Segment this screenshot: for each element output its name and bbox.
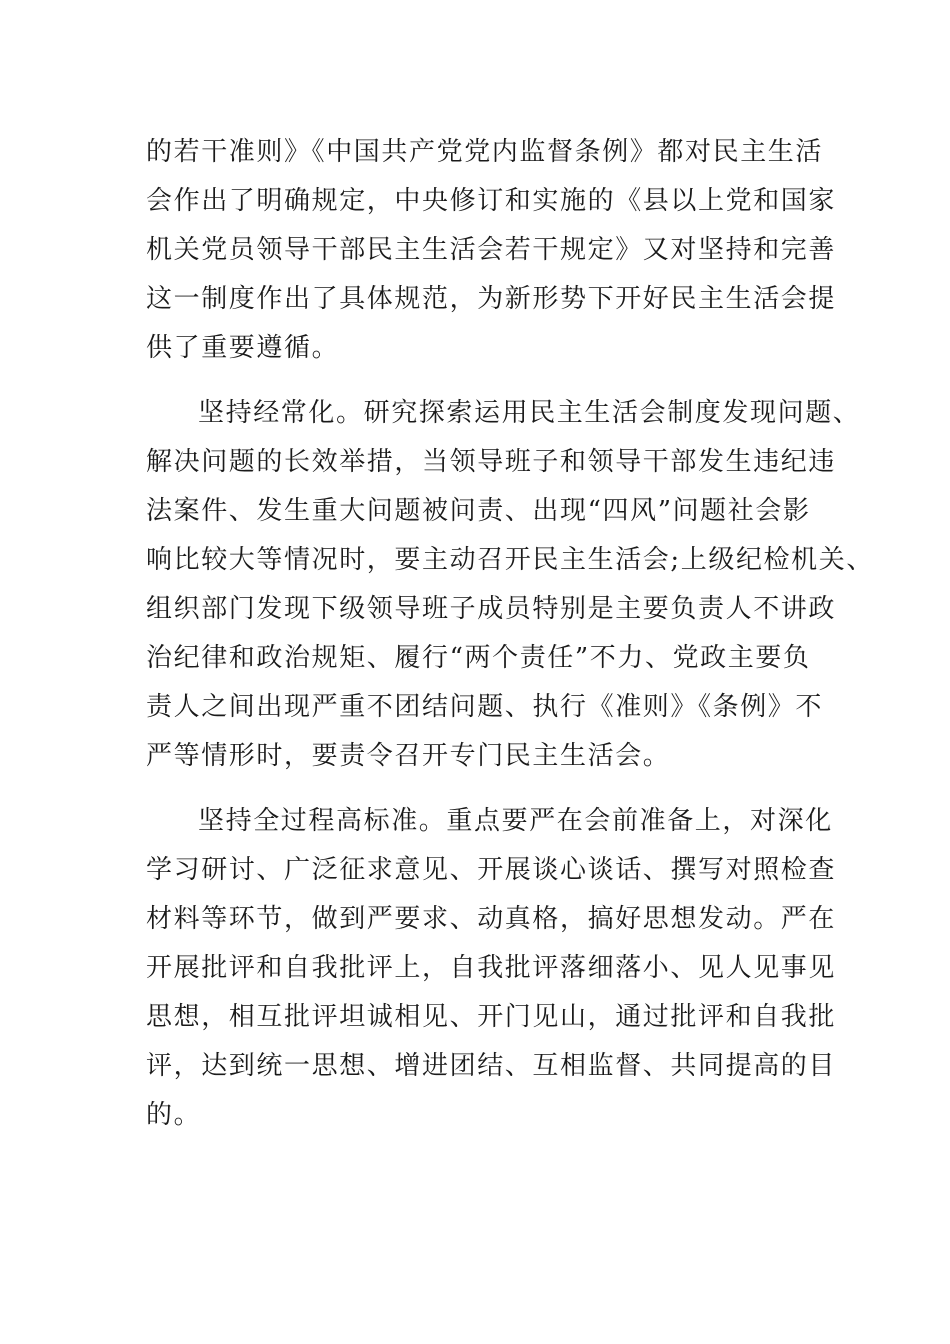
paragraph-1-line-5: 供了重要遵循。 xyxy=(146,333,340,363)
paragraph-2-line-7: 责人之间出现严重不团结问题、执行《准则》《条例》不 xyxy=(146,692,824,722)
paragraph-2-line-3: 法案件、发生重大问题被问责、出现“四风”问题社会影 xyxy=(146,496,811,526)
paragraph-2-line-1: 坚持经常化。研究探索运用民主生活会制度发现问题、 xyxy=(198,398,861,428)
paragraph-2-line-6: 治纪律和政治规矩、履行“两个责任”不力、党政主要负 xyxy=(146,643,811,673)
paragraph-2-line-4: 响比较大等情况时，要主动召开民主生活会;上级纪检机关、 xyxy=(146,545,874,575)
paragraph-3-line-1: 坚持全过程高标准。重点要严在会前准备上，对深化 xyxy=(198,806,833,836)
paragraph-1-line-2: 会作出了明确规定，中央修订和实施的《县以上党和国家 xyxy=(146,186,837,216)
paragraph-1-line-1: 的若干准则》《中国共产党党内监督条例》都对民主生活 xyxy=(146,137,824,167)
paragraph-3-line-5: 思想，相互批评坦诚相见、开门见山，通过批评和自我批 xyxy=(146,1002,837,1032)
paragraph-3-line-7: 的。 xyxy=(146,1100,202,1130)
paragraph-1-line-4: 这一制度作出了具体规范，为新形势下开好民主生活会提 xyxy=(146,284,837,314)
paragraph-2-line-8: 严等情形时，要责令召开专门民主生活会。 xyxy=(146,741,671,771)
paragraph-2-line-2: 解决问题的长效举措，当领导班子和领导干部发生违纪违 xyxy=(146,447,837,477)
paragraph-1-line-3: 机关党员领导干部民主生活会若干规定》又对坚持和完善 xyxy=(146,235,837,265)
paragraph-3-line-4: 开展批评和自我批评上，自我批评落细落小、见人见事见 xyxy=(146,953,837,983)
paragraph-2-line-5: 组织部门发现下级领导班子成员特别是主要负责人不讲政 xyxy=(146,594,837,624)
paragraph-3-line-2: 学习研讨、广泛征求意见、开展谈心谈话、撰写对照检查 xyxy=(146,855,837,885)
paragraph-3-line-6: 评，达到统一思想、增进团结、互相监督、共同提高的目 xyxy=(146,1051,837,1081)
paragraph-3-line-3: 材料等环节，做到严要求、动真格，搞好思想发动。严在 xyxy=(146,904,837,934)
